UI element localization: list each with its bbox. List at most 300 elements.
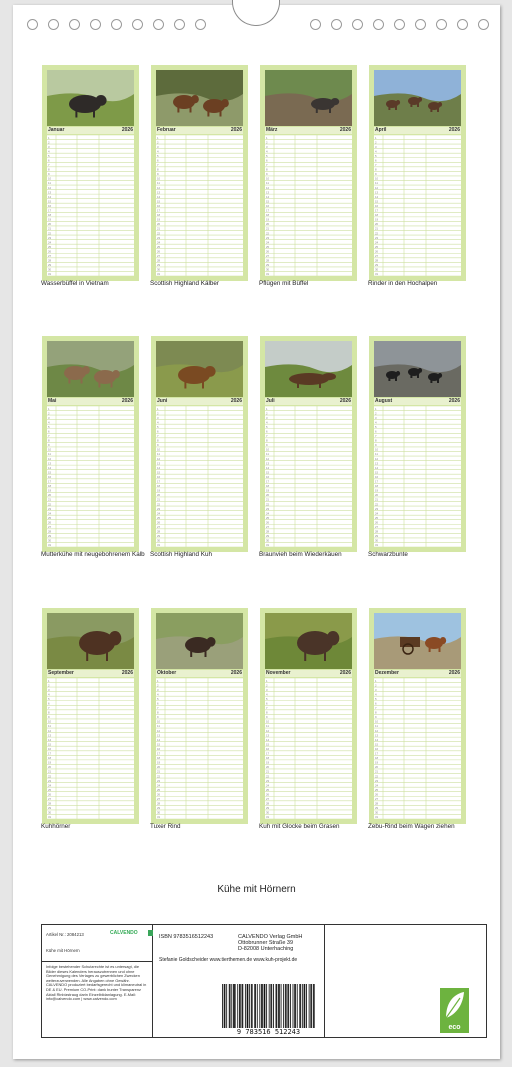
svg-text:28: 28: [157, 258, 161, 263]
svg-text:6: 6: [157, 701, 159, 706]
photo-caption: Schwarzbunte: [368, 551, 408, 558]
svg-text:11: 11: [48, 724, 51, 729]
svg-text:22: 22: [266, 502, 270, 507]
svg-text:16: 16: [266, 203, 270, 208]
svg-text:9: 9: [157, 715, 159, 720]
svg-text:26: 26: [266, 249, 270, 254]
svg-text:24: 24: [48, 783, 52, 788]
svg-text:14: 14: [375, 737, 379, 742]
svg-text:2: 2: [266, 411, 268, 416]
alpine-cattle-photo: [374, 70, 461, 126]
binding-hole: [310, 19, 321, 30]
svg-text:27: 27: [375, 525, 379, 530]
svg-text:2: 2: [375, 683, 377, 688]
svg-text:10: 10: [266, 447, 270, 452]
svg-text:15: 15: [375, 470, 379, 475]
svg-text:10: 10: [375, 719, 379, 724]
svg-text:30: 30: [375, 810, 379, 815]
svg-text:26: 26: [157, 520, 161, 525]
svg-text:26: 26: [266, 792, 270, 797]
svg-text:21: 21: [375, 497, 379, 502]
svg-text:31: 31: [157, 272, 161, 276]
svg-text:23: 23: [266, 506, 270, 511]
svg-text:17: 17: [157, 208, 161, 213]
photo-caption: Kuh mit Glocke beim Grasen: [259, 823, 340, 830]
binding-hole: [457, 19, 468, 30]
svg-text:13: 13: [266, 461, 270, 466]
tux-cattle-photo: [156, 613, 243, 669]
svg-text:16: 16: [266, 746, 270, 751]
svg-text:13: 13: [48, 190, 52, 195]
svg-text:15: 15: [48, 470, 52, 475]
svg-text:15: 15: [375, 199, 379, 204]
svg-text:23: 23: [48, 778, 52, 783]
svg-text:14: 14: [48, 465, 52, 470]
svg-text:6: 6: [48, 429, 50, 434]
svg-text:20: 20: [266, 222, 270, 227]
svg-text:22: 22: [266, 774, 270, 779]
svg-text:10: 10: [266, 176, 270, 181]
svg-text:10: 10: [157, 447, 161, 452]
month-header: [47, 127, 134, 134]
month-year: 2026: [230, 670, 242, 676]
svg-text:2: 2: [375, 411, 377, 416]
calvendo-logo: CALVENDO: [110, 930, 138, 936]
svg-text:11: 11: [266, 181, 269, 186]
svg-text:3: 3: [375, 687, 377, 692]
svg-text:30: 30: [266, 810, 270, 815]
svg-text:31: 31: [48, 543, 52, 547]
svg-text:4: 4: [157, 692, 159, 697]
svg-text:12: 12: [266, 728, 270, 733]
binding-hole: [153, 19, 164, 30]
svg-text:10: 10: [375, 447, 379, 452]
month-year: 2026: [230, 127, 242, 133]
svg-text:8: 8: [48, 710, 50, 715]
svg-text:12: 12: [157, 185, 161, 190]
day-grid: [47, 678, 134, 819]
svg-text:16: 16: [48, 746, 52, 751]
svg-text:2: 2: [48, 683, 50, 688]
plowing-buffalo-photo: [265, 70, 352, 126]
svg-text:30: 30: [157, 810, 161, 815]
svg-text:8: 8: [48, 438, 50, 443]
svg-text:25: 25: [48, 515, 52, 520]
svg-text:6: 6: [157, 158, 159, 163]
month-year: 2026: [339, 670, 351, 676]
svg-text:18: 18: [48, 484, 52, 489]
svg-text:9: 9: [157, 172, 159, 177]
svg-text:11: 11: [157, 724, 160, 729]
month-header: [265, 127, 352, 134]
svg-text:20: 20: [48, 765, 52, 770]
month-panel: [260, 65, 357, 281]
svg-text:29: 29: [48, 534, 52, 539]
month-year: 2026: [448, 398, 460, 404]
svg-text:18: 18: [48, 213, 52, 218]
month-panel: [42, 336, 139, 552]
svg-text:26: 26: [157, 249, 161, 254]
svg-text:5: 5: [48, 696, 50, 701]
info-divider-1: [152, 925, 153, 1037]
svg-text:30: 30: [157, 538, 161, 543]
svg-text:6: 6: [157, 429, 159, 434]
svg-text:26: 26: [48, 249, 52, 254]
svg-text:27: 27: [157, 797, 161, 802]
svg-text:10: 10: [266, 719, 270, 724]
svg-text:2: 2: [157, 140, 159, 145]
svg-text:28: 28: [375, 529, 379, 534]
svg-text:13: 13: [48, 461, 52, 466]
svg-text:30: 30: [48, 810, 52, 815]
svg-text:31: 31: [266, 543, 270, 547]
svg-text:28: 28: [375, 801, 379, 806]
svg-text:1: 1: [48, 678, 50, 683]
month-name: September: [48, 670, 74, 676]
month-year: 2026: [121, 670, 133, 676]
svg-text:9: 9: [266, 172, 268, 177]
svg-text:23: 23: [266, 778, 270, 783]
month-year: 2026: [230, 398, 242, 404]
month-panel: [260, 608, 357, 824]
svg-text:29: 29: [266, 534, 270, 539]
month-name: Februar: [157, 127, 176, 133]
svg-text:31: 31: [375, 543, 379, 547]
svg-text:29: 29: [375, 263, 379, 268]
publisher-name: CALVENDO Verlag GmbH: [238, 934, 303, 940]
svg-text:7: 7: [48, 163, 50, 168]
svg-text:15: 15: [375, 742, 379, 747]
svg-text:22: 22: [157, 774, 161, 779]
svg-text:25: 25: [48, 787, 52, 792]
svg-text:3: 3: [266, 415, 268, 420]
svg-text:11: 11: [375, 452, 378, 457]
svg-text:28: 28: [375, 258, 379, 263]
svg-text:10: 10: [157, 176, 161, 181]
info-box: [41, 924, 487, 1038]
svg-text:1: 1: [375, 678, 377, 683]
svg-text:12: 12: [266, 185, 270, 190]
svg-text:7: 7: [266, 706, 268, 711]
month-name: Juli: [266, 398, 275, 404]
svg-text:30: 30: [375, 267, 379, 272]
svg-text:12: 12: [48, 185, 52, 190]
svg-text:21: 21: [48, 769, 52, 774]
svg-text:27: 27: [157, 254, 161, 259]
calendar-title: Kühe mit Hörnern: [217, 884, 296, 895]
svg-text:17: 17: [157, 751, 161, 756]
svg-text:14: 14: [48, 737, 52, 742]
svg-text:23: 23: [375, 235, 379, 240]
svg-text:23: 23: [48, 235, 52, 240]
svg-text:22: 22: [48, 502, 52, 507]
day-grid: [374, 678, 461, 819]
svg-text:7: 7: [266, 434, 268, 439]
photo-caption: Rinder in den Hochalpen: [368, 280, 438, 287]
svg-text:19: 19: [157, 217, 161, 222]
svg-text:30: 30: [48, 267, 52, 272]
svg-text:20: 20: [375, 493, 379, 498]
barcode-number: 9 783516 512243: [236, 1028, 301, 1036]
month-year: 2026: [448, 670, 460, 676]
svg-text:24: 24: [157, 783, 161, 788]
svg-text:4: 4: [48, 420, 50, 425]
binding-hole: [174, 19, 185, 30]
svg-text:15: 15: [157, 742, 161, 747]
svg-text:3: 3: [157, 415, 159, 420]
svg-text:13: 13: [375, 461, 379, 466]
month-name: August: [375, 398, 393, 404]
svg-text:4: 4: [157, 420, 159, 425]
binding-hole: [111, 19, 122, 30]
binding-hole: [415, 19, 426, 30]
svg-text:18: 18: [375, 756, 379, 761]
svg-text:24: 24: [375, 240, 379, 245]
svg-text:5: 5: [375, 696, 377, 701]
svg-text:27: 27: [48, 254, 52, 259]
svg-text:9: 9: [48, 172, 50, 177]
photo-caption: Wasserbüffel in Vietnam: [41, 280, 109, 287]
month-header: [47, 670, 134, 677]
barcode-bars: [220, 984, 317, 1028]
svg-text:1: 1: [266, 678, 268, 683]
photo-caption: Scottish Highland Kälber: [150, 280, 219, 287]
svg-text:17: 17: [375, 479, 379, 484]
svg-text:20: 20: [157, 222, 161, 227]
svg-text:1: 1: [375, 135, 377, 140]
svg-text:19: 19: [48, 217, 52, 222]
svg-text:15: 15: [266, 470, 270, 475]
month-name: Dezember: [375, 670, 399, 676]
svg-text:15: 15: [157, 470, 161, 475]
isbn: ISBN 9783516512243: [159, 934, 214, 940]
svg-text:7: 7: [157, 163, 159, 168]
legal-text: Infolge bestehender Schutzrechte ist es untersagt, die Bilder dieses Kalenders herauszutrennen und ohne Genehmigung des Verlages zu gewerblichen Zwecken weiterzuverwenden. Alle Angaben ohne Gewähr. CALVENDO produziert bedarfsgerecht und klimaneutral in DE & EU. Premium CO-Print: dank bunter Transparenz Aktall Rinbizstraug darin Einzelbildanlagung. E-Mail: info@calvendo.com | www.calvendo.com: [46, 964, 147, 1002]
svg-text:14: 14: [266, 465, 270, 470]
svg-text:9: 9: [48, 443, 50, 448]
svg-text:30: 30: [157, 267, 161, 272]
svg-text:20: 20: [266, 493, 270, 498]
day-grid: [374, 406, 461, 547]
svg-text:11: 11: [266, 724, 269, 729]
svg-text:6: 6: [375, 701, 377, 706]
photo-caption: Braunvieh beim Wiederkäuen: [259, 551, 342, 558]
svg-text:28: 28: [266, 258, 270, 263]
svg-text:7: 7: [266, 163, 268, 168]
svg-text:5: 5: [266, 696, 268, 701]
svg-text:28: 28: [266, 529, 270, 534]
svg-text:17: 17: [375, 751, 379, 756]
day-grid: [156, 135, 243, 276]
svg-text:14: 14: [157, 737, 161, 742]
svg-text:31: 31: [48, 272, 52, 276]
month-header: [374, 398, 461, 405]
svg-text:7: 7: [157, 434, 159, 439]
svg-text:6: 6: [48, 701, 50, 706]
month-header: [374, 670, 461, 677]
svg-text:19: 19: [266, 217, 270, 222]
svg-text:9: 9: [375, 443, 377, 448]
binding-hole: [373, 19, 384, 30]
svg-text:24: 24: [266, 511, 270, 516]
binding-hole: [478, 19, 489, 30]
svg-text:24: 24: [266, 783, 270, 788]
svg-text:12: 12: [375, 456, 379, 461]
svg-text:28: 28: [48, 801, 52, 806]
month-panel: [42, 65, 139, 281]
svg-text:6: 6: [375, 158, 377, 163]
svg-text:2: 2: [48, 140, 50, 145]
month-year: 2026: [339, 398, 351, 404]
svg-text:19: 19: [48, 488, 52, 493]
month-header: [265, 398, 352, 405]
svg-text:25: 25: [375, 515, 379, 520]
svg-text:5: 5: [375, 424, 377, 429]
svg-text:21: 21: [375, 226, 379, 231]
svg-text:16: 16: [157, 746, 161, 751]
svg-text:14: 14: [157, 194, 161, 199]
svg-text:29: 29: [266, 263, 270, 268]
publisher-street: Ottobrunner Straße 39: [238, 940, 294, 946]
svg-text:19: 19: [266, 760, 270, 765]
svg-text:9: 9: [375, 715, 377, 720]
svg-text:16: 16: [375, 474, 379, 479]
svg-text:9: 9: [48, 715, 50, 720]
svg-text:11: 11: [375, 181, 378, 186]
month-header: [156, 127, 243, 134]
day-grid: [156, 678, 243, 819]
svg-text:13: 13: [375, 190, 379, 195]
svg-text:8: 8: [157, 710, 159, 715]
calvendo-mark-icon: [148, 930, 153, 936]
svg-text:9: 9: [266, 715, 268, 720]
svg-text:31: 31: [266, 272, 270, 276]
leaf-icon: [440, 988, 469, 1022]
svg-text:13: 13: [266, 190, 270, 195]
brown-cattle-photo: [265, 341, 352, 397]
svg-text:29: 29: [157, 263, 161, 268]
author-line: Stefanie Goldscheider www.tierthemen.de www.kuh-projekt.de: [159, 957, 298, 963]
svg-text:27: 27: [266, 525, 270, 530]
svg-text:18: 18: [157, 756, 161, 761]
svg-text:21: 21: [157, 226, 161, 231]
binding-hole: [132, 19, 143, 30]
svg-text:18: 18: [157, 213, 161, 218]
svg-text:9: 9: [375, 172, 377, 177]
svg-text:22: 22: [375, 774, 379, 779]
svg-text:28: 28: [266, 801, 270, 806]
svg-text:8: 8: [157, 438, 159, 443]
svg-text:8: 8: [266, 438, 268, 443]
svg-text:7: 7: [48, 706, 50, 711]
svg-text:18: 18: [375, 213, 379, 218]
svg-text:3: 3: [48, 415, 50, 420]
article-number: Artikel Nr.: 2084213: [46, 932, 84, 937]
svg-text:19: 19: [375, 488, 379, 493]
svg-text:22: 22: [266, 231, 270, 236]
svg-text:10: 10: [157, 719, 161, 724]
svg-text:3: 3: [266, 687, 268, 692]
day-grid: [156, 406, 243, 547]
binding-hole: [394, 19, 405, 30]
svg-text:16: 16: [48, 474, 52, 479]
month-name: April: [375, 127, 387, 133]
svg-text:13: 13: [375, 733, 379, 738]
svg-text:12: 12: [266, 456, 270, 461]
svg-text:9: 9: [266, 443, 268, 448]
svg-text:21: 21: [266, 497, 270, 502]
svg-text:3: 3: [157, 687, 159, 692]
svg-text:9: 9: [157, 443, 159, 448]
eco-badge: [440, 988, 469, 1033]
svg-text:5: 5: [157, 696, 159, 701]
svg-text:1: 1: [48, 135, 50, 140]
svg-text:10: 10: [48, 447, 52, 452]
publisher-city: D-82008 Unterhaching: [238, 946, 294, 952]
svg-text:22: 22: [375, 231, 379, 236]
svg-text:2: 2: [48, 411, 50, 416]
svg-text:4: 4: [375, 420, 377, 425]
svg-text:20: 20: [266, 765, 270, 770]
info-divider-2: [324, 925, 325, 1037]
svg-text:16: 16: [157, 203, 161, 208]
svg-text:22: 22: [157, 502, 161, 507]
month-year: 2026: [121, 127, 133, 133]
svg-text:3: 3: [48, 687, 50, 692]
svg-text:22: 22: [48, 774, 52, 779]
binding-hole: [27, 19, 38, 30]
month-header: [156, 670, 243, 677]
mother-cows-photo: [47, 341, 134, 397]
svg-text:11: 11: [266, 452, 269, 457]
svg-text:7: 7: [157, 706, 159, 711]
svg-text:19: 19: [48, 760, 52, 765]
svg-text:24: 24: [157, 240, 161, 245]
svg-text:25: 25: [157, 244, 161, 249]
svg-text:28: 28: [48, 529, 52, 534]
svg-text:24: 24: [48, 511, 52, 516]
month-panel: [369, 65, 466, 281]
svg-text:7: 7: [375, 434, 377, 439]
svg-text:16: 16: [375, 203, 379, 208]
svg-text:10: 10: [48, 176, 52, 181]
svg-text:26: 26: [266, 520, 270, 525]
svg-text:2: 2: [266, 683, 268, 688]
svg-text:23: 23: [375, 506, 379, 511]
svg-text:26: 26: [48, 520, 52, 525]
svg-text:26: 26: [375, 792, 379, 797]
svg-text:1: 1: [375, 406, 377, 411]
svg-text:28: 28: [157, 801, 161, 806]
svg-text:1: 1: [157, 678, 159, 683]
svg-text:29: 29: [375, 534, 379, 539]
black-white-cows-photo: [374, 341, 461, 397]
svg-text:17: 17: [157, 479, 161, 484]
svg-text:8: 8: [266, 167, 268, 172]
svg-text:18: 18: [266, 484, 270, 489]
svg-text:14: 14: [266, 737, 270, 742]
svg-text:13: 13: [157, 190, 161, 195]
svg-text:5: 5: [157, 153, 159, 158]
month-header: [47, 398, 134, 405]
svg-text:8: 8: [375, 710, 377, 715]
svg-text:7: 7: [375, 163, 377, 168]
svg-text:29: 29: [157, 806, 161, 811]
svg-text:5: 5: [375, 153, 377, 158]
info-hline: [42, 961, 152, 962]
svg-text:20: 20: [48, 493, 52, 498]
barcode: [220, 984, 317, 1037]
